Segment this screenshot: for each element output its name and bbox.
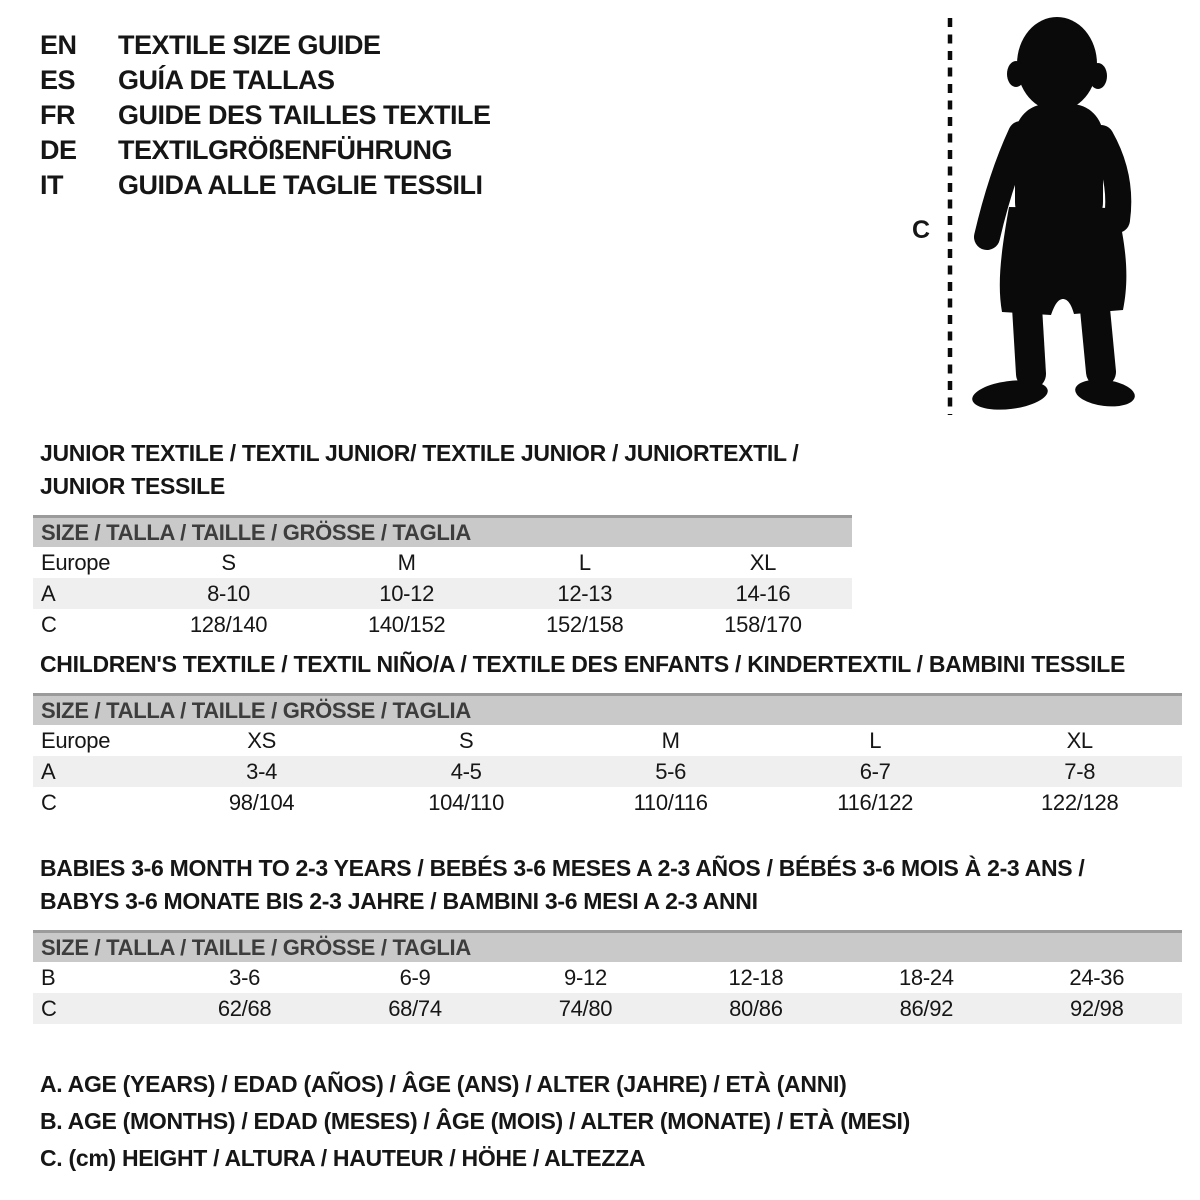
table-size-header: SIZE / TALLA / TAILLE / GRÖSSE / TAGLIA — [33, 515, 852, 547]
table-body — [33, 547, 852, 640]
size-table — [33, 962, 1182, 1024]
size-table — [33, 725, 1182, 818]
table-cell: 68/74 — [388, 995, 442, 1021]
table-cell: 6-7 — [859, 758, 891, 784]
table-cell: S — [458, 727, 474, 753]
language-row — [40, 63, 491, 98]
table-cell: 74/80 — [558, 995, 613, 1021]
table-cell: 62/68 — [217, 995, 272, 1021]
table-row — [33, 547, 852, 578]
table-row — [33, 578, 852, 609]
section-title-line: CHILDREN'S TEXTILE / TEXTIL NIÑO/A / TEXTILE DES ENFANTS / KINDERTEXTIL / BAMBINI TESSILE — [40, 651, 1125, 677]
language-code: ES — [40, 65, 76, 95]
table-size-header: SIZE / TALLA / TAILLE / GRÖSSE / TAGLIA — [33, 930, 1182, 962]
table-size-header: SIZE / TALLA / TAILLE / GRÖSSE / TAGLIA — [33, 693, 1182, 725]
language-title: GUIDE DES TAILLES TEXTILE — [118, 100, 491, 130]
language-title: TEXTILE SIZE GUIDE — [118, 30, 381, 60]
section-title — [40, 437, 852, 503]
table-cell: 5-6 — [655, 758, 687, 784]
table-cell: 92/98 — [1070, 995, 1124, 1021]
table-cell: 24-36 — [1069, 964, 1125, 990]
table-cell: 6-9 — [399, 964, 431, 990]
row-label-cell: C — [41, 789, 57, 815]
size-section — [33, 437, 852, 640]
table-row — [33, 962, 1182, 993]
section-title — [40, 852, 1182, 918]
table-cell: 3-6 — [229, 964, 261, 990]
row-label-cell: A — [41, 758, 56, 784]
table-cell: 110/116 — [633, 789, 708, 815]
section-title — [40, 648, 1182, 681]
size-section — [33, 648, 1182, 818]
row-label-cell: C — [41, 611, 57, 637]
table-cell: 104/110 — [428, 789, 505, 815]
legend-line: C. (cm) HEIGHT / ALTURA / HAUTEUR / HÖHE / ALTEZZA — [40, 1145, 646, 1171]
table-cell: M — [661, 727, 680, 753]
language-code: IT — [40, 170, 63, 200]
language-title: GUIDA ALLE TAGLIE TESSILI — [118, 170, 483, 200]
language-code: EN — [40, 30, 77, 60]
language-row — [40, 28, 491, 63]
table-row — [33, 787, 1182, 818]
table-cell: 86/92 — [899, 995, 954, 1021]
size-table — [33, 547, 852, 640]
table-cell: XL — [1066, 727, 1093, 753]
table-row — [33, 609, 852, 640]
row-label-cell: A — [41, 580, 56, 606]
toddler-body — [971, 17, 1137, 414]
table-cell: 128/140 — [189, 611, 268, 637]
legend-line: A. AGE (YEARS) / EDAD (AÑOS) / ÂGE (ANS) / ALTER (JAHRE) / ETÀ (ANNI) — [40, 1071, 847, 1097]
height-measure-label: C — [912, 216, 931, 244]
row-label-cell: Europe — [41, 727, 111, 753]
legend — [40, 1066, 910, 1177]
table-cell: 3-4 — [246, 758, 278, 784]
size-section — [33, 852, 1182, 1024]
table-cell: 18-24 — [898, 964, 954, 990]
table-cell: 98/104 — [228, 789, 295, 815]
language-title: TEXTILGRÖßENFÜHRUNG — [118, 135, 452, 165]
table-cell: XS — [247, 727, 276, 753]
table-cell: 80/86 — [729, 995, 783, 1021]
table-cell: 4-5 — [450, 758, 482, 784]
table-cell: 122/128 — [1041, 789, 1119, 815]
language-list — [40, 28, 491, 203]
legend-line: B. AGE (MONTHS) / EDAD (MESES) / ÂGE (MOIS) / ALTER (MONATE) / ETÀ (MESI) — [40, 1108, 910, 1134]
table-cell: XL — [749, 549, 777, 575]
row-label-cell: C — [41, 995, 57, 1021]
section-title-line: BABYS 3-6 MONATE BIS 2-3 JAHRE / BAMBINI 3-6 MESI A 2-3 ANNI — [40, 888, 758, 914]
language-title: GUÍA DE TALLAS — [118, 65, 335, 95]
language-code: FR — [40, 100, 75, 130]
toddler-silhouette-icon — [905, 12, 1140, 424]
table-cell: 8-10 — [207, 580, 250, 606]
table-row — [33, 993, 1182, 1024]
table-body — [33, 725, 1182, 818]
table-cell: 14-16 — [735, 580, 791, 606]
row-label-cell: B — [41, 964, 56, 990]
table-cell: 12-18 — [728, 964, 784, 990]
table-cell: 152/158 — [546, 611, 624, 637]
table-cell: 7-8 — [1064, 758, 1096, 784]
table-cell: L — [869, 727, 882, 753]
figure — [905, 12, 1140, 424]
table-cell: 12-13 — [557, 580, 613, 606]
language-row — [40, 133, 491, 168]
language-row — [40, 168, 491, 203]
table-cell: L — [578, 549, 591, 575]
table-cell: S — [221, 549, 236, 575]
table-cell: M — [397, 549, 416, 575]
language-row — [40, 98, 491, 133]
table-cell: 9-12 — [564, 964, 607, 990]
row-label-cell: Europe — [41, 549, 111, 575]
section-title-line: BABIES 3-6 MONTH TO 2-3 YEARS / BEBÉS 3-6 MESES A 2-3 AÑOS / BÉBÉS 3-6 MOIS À 2-3 ANS / — [40, 855, 1085, 881]
table-body — [33, 962, 1182, 1024]
table-cell: 158/170 — [724, 611, 802, 637]
table-cell: 116/122 — [837, 789, 914, 815]
language-code: DE — [40, 135, 77, 165]
table-cell: 140/152 — [367, 611, 446, 637]
table-row — [33, 725, 1182, 756]
table-cell: 10-12 — [379, 580, 435, 606]
section-title-line: JUNIOR TEXTILE / TEXTIL JUNIOR/ TEXTILE JUNIOR / JUNIORTEXTIL / JUNIOR TESSILE — [40, 440, 799, 499]
table-row — [33, 756, 1182, 787]
